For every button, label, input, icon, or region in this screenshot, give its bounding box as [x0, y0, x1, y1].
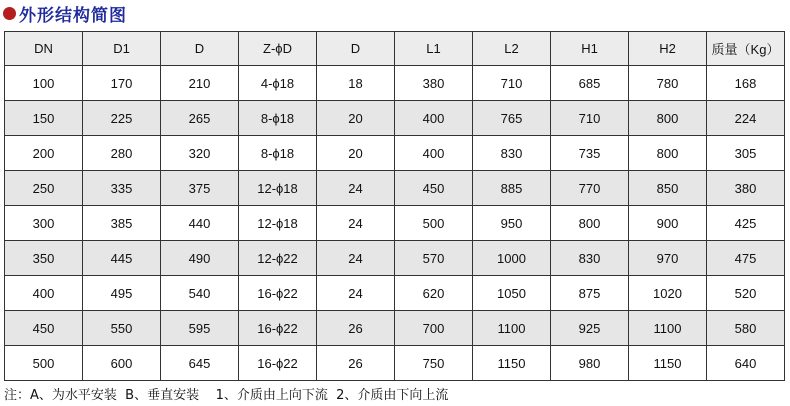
table-cell: 645 — [161, 346, 239, 381]
table-cell: 770 — [551, 171, 629, 206]
table-cell: 12-ϕ18 — [239, 206, 317, 241]
table-cell: 850 — [629, 171, 707, 206]
header-cell: D — [317, 32, 395, 66]
table-cell: 24 — [317, 206, 395, 241]
header-cell: D1 — [83, 32, 161, 66]
table-cell: 18 — [317, 66, 395, 101]
table-cell: 210 — [161, 66, 239, 101]
spec-table — [4, 31, 785, 381]
installation-note: 注：A、为水平安装 B、垂直安装 1、介质由上向下流 2、介质由下向上流 — [4, 388, 449, 403]
table-cell: 540 — [161, 276, 239, 311]
table-cell: 580 — [707, 311, 785, 346]
title-text: 外形结构简图 — [19, 5, 127, 26]
table-cell: 735 — [551, 136, 629, 171]
table-cell: 8-ϕ18 — [239, 101, 317, 136]
page-title — [3, 2, 127, 24]
table-cell: 765 — [473, 101, 551, 136]
table-row — [5, 206, 785, 241]
table-cell: 600 — [83, 346, 161, 381]
table-row — [5, 311, 785, 346]
header-cell: H2 — [629, 32, 707, 66]
header-cell: D — [161, 32, 239, 66]
table-cell: 595 — [161, 311, 239, 346]
table-cell: 250 — [5, 171, 83, 206]
table-cell: 305 — [707, 136, 785, 171]
table-cell: 875 — [551, 276, 629, 311]
header-cell: L2 — [473, 32, 551, 66]
table-row — [5, 346, 785, 381]
table-cell: 280 — [83, 136, 161, 171]
table-cell: 500 — [5, 346, 83, 381]
table-cell: 12-ϕ18 — [239, 171, 317, 206]
table-cell: 335 — [83, 171, 161, 206]
table-cell: 1100 — [629, 311, 707, 346]
table-cell: 710 — [551, 101, 629, 136]
table-cell: 490 — [161, 241, 239, 276]
table-cell: 450 — [5, 311, 83, 346]
table-cell: 700 — [395, 311, 473, 346]
header-cell: L1 — [395, 32, 473, 66]
table-cell: 1150 — [629, 346, 707, 381]
table-cell: 1150 — [473, 346, 551, 381]
table-cell: 500 — [395, 206, 473, 241]
table-cell: 12-ϕ22 — [239, 241, 317, 276]
table-cell: 445 — [83, 241, 161, 276]
table-cell: 375 — [161, 171, 239, 206]
table-cell: 750 — [395, 346, 473, 381]
table-cell: 570 — [395, 241, 473, 276]
table-cell: 380 — [395, 66, 473, 101]
table-cell: 780 — [629, 66, 707, 101]
table-cell: 300 — [5, 206, 83, 241]
table-cell: 24 — [317, 276, 395, 311]
table-cell: 16-ϕ22 — [239, 346, 317, 381]
table-cell: 24 — [317, 241, 395, 276]
table-cell: 150 — [5, 101, 83, 136]
header-row — [5, 32, 785, 66]
table-cell: 265 — [161, 101, 239, 136]
table-cell: 800 — [629, 101, 707, 136]
table-cell: 320 — [161, 136, 239, 171]
table-cell: 100 — [5, 66, 83, 101]
table-cell: 475 — [707, 241, 785, 276]
table-cell: 26 — [317, 346, 395, 381]
table-cell: 170 — [83, 66, 161, 101]
table-cell: 800 — [551, 206, 629, 241]
table-cell: 640 — [707, 346, 785, 381]
table-cell: 710 — [473, 66, 551, 101]
table-cell: 20 — [317, 101, 395, 136]
table-row — [5, 101, 785, 136]
table-cell: 900 — [629, 206, 707, 241]
table-cell: 885 — [473, 171, 551, 206]
table-cell: 200 — [5, 136, 83, 171]
table-cell: 16-ϕ22 — [239, 276, 317, 311]
table-cell: 1020 — [629, 276, 707, 311]
table-cell: 620 — [395, 276, 473, 311]
table-cell: 380 — [707, 171, 785, 206]
table-cell: 385 — [83, 206, 161, 241]
header-cell: 质量（Kg） — [707, 32, 785, 66]
table-cell: 830 — [473, 136, 551, 171]
header-cell: H1 — [551, 32, 629, 66]
table-cell: 1100 — [473, 311, 551, 346]
table-cell: 224 — [707, 101, 785, 136]
table-row — [5, 66, 785, 101]
header-cell: DN — [5, 32, 83, 66]
table-cell: 1050 — [473, 276, 551, 311]
table-cell: 20 — [317, 136, 395, 171]
table-cell: 440 — [161, 206, 239, 241]
table-cell: 1000 — [473, 241, 551, 276]
table-cell: 800 — [629, 136, 707, 171]
table-cell: 400 — [5, 276, 83, 311]
header-cell: Z-ϕD — [239, 32, 317, 66]
table-row — [5, 276, 785, 311]
table-cell: 925 — [551, 311, 629, 346]
table-cell: 970 — [629, 241, 707, 276]
table-cell: 4-ϕ18 — [239, 66, 317, 101]
table-body — [5, 66, 785, 381]
table-cell: 520 — [707, 276, 785, 311]
table-cell: 450 — [395, 171, 473, 206]
table-cell: 495 — [83, 276, 161, 311]
table-cell: 16-ϕ22 — [239, 311, 317, 346]
table-cell: 830 — [551, 241, 629, 276]
table-cell: 400 — [395, 136, 473, 171]
table-cell: 350 — [5, 241, 83, 276]
table-cell: 225 — [83, 101, 161, 136]
table-cell: 550 — [83, 311, 161, 346]
table-cell: 980 — [551, 346, 629, 381]
table-cell: 168 — [707, 66, 785, 101]
table-cell: 8-ϕ18 — [239, 136, 317, 171]
table-cell: 685 — [551, 66, 629, 101]
table-cell: 26 — [317, 311, 395, 346]
table-cell: 425 — [707, 206, 785, 241]
table-cell: 950 — [473, 206, 551, 241]
table-row — [5, 136, 785, 171]
bullet-icon — [3, 7, 16, 20]
table-row — [5, 171, 785, 206]
table-cell: 24 — [317, 171, 395, 206]
table-row — [5, 241, 785, 276]
table-cell: 400 — [395, 101, 473, 136]
